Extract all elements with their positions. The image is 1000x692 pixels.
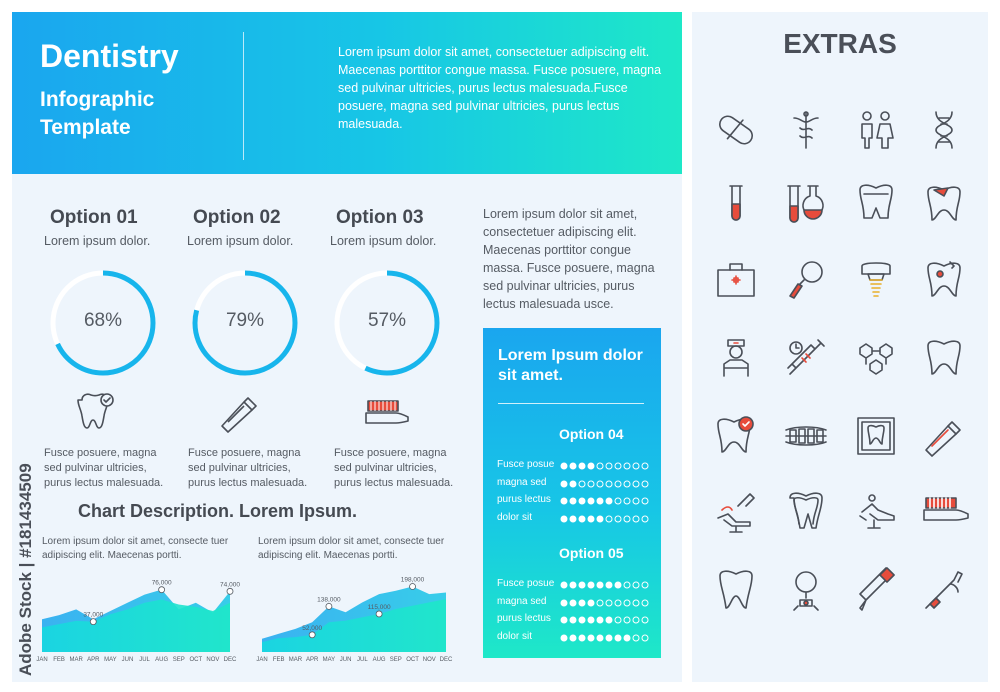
rating-label: magna sed (497, 476, 547, 488)
rating-dot-filled (570, 498, 576, 504)
rating-label: Fusce posue (497, 578, 555, 589)
rating-dot-filled (579, 635, 585, 641)
option-03-subtitle: Lorem ipsum dolor. (330, 234, 437, 248)
rating-dot-empty (633, 463, 639, 469)
rating-dot-empty (633, 600, 639, 606)
data-point-marker (227, 588, 233, 594)
rating-dot-filled (588, 600, 594, 606)
rating-dot-filled (597, 582, 603, 588)
nurse-icon (712, 334, 760, 382)
rating-dot-empty (624, 582, 630, 588)
rating-dot-empty (615, 617, 621, 623)
rating-dot-filled (561, 600, 567, 606)
rating-dot-empty (642, 635, 648, 641)
rating-dot-filled (561, 498, 567, 504)
rating-dot-empty (579, 481, 585, 487)
ratings-box-title: Lorem Ipsum dolor sit amet. (498, 347, 643, 384)
data-label: 115,000 (367, 603, 391, 611)
toothbrush-icon (920, 488, 968, 536)
rating-dot-empty (642, 582, 648, 588)
dental-implant-icon (852, 256, 900, 304)
rating-dot-filled (606, 582, 612, 588)
x-tick-label: JUL (139, 657, 150, 663)
rating-dot-filled (606, 498, 612, 504)
data-label: 198,000 (400, 576, 425, 584)
data-label: 52,000 (302, 624, 323, 632)
data-label: 37,000 (83, 611, 104, 619)
x-tick-label: APR (87, 657, 100, 663)
x-tick-label: MAR (288, 657, 303, 663)
rating-dots (560, 496, 656, 506)
x-tick-label: AUG (372, 657, 386, 663)
x-tick-label: SEP (389, 657, 402, 663)
rating-dot-filled (561, 463, 567, 469)
rating-label: purus lectus (497, 494, 551, 505)
data-label: 138,000 (317, 596, 341, 604)
rating-dot-empty (642, 516, 648, 522)
x-tick-label: MAY (322, 657, 336, 663)
rating-dots (560, 615, 656, 625)
option-02-title: Option 02 (193, 207, 281, 228)
rating-dot-empty (633, 635, 639, 641)
rating-dot-filled (588, 617, 594, 623)
page-subtitle: Infographic Template (40, 88, 155, 139)
rating-dot-empty (642, 463, 648, 469)
x-tick-label: MAR (69, 657, 83, 663)
tooth-icon (920, 334, 968, 382)
x-tick-label: JAN (256, 657, 268, 663)
option-03-text: Fusce posuere, magna sed pulvinar ultricies, purus lectus malesuada. (334, 447, 454, 489)
option-04-title: Option 04 (559, 426, 624, 442)
rating-dot-empty (606, 516, 612, 522)
rating-dot-filled (597, 516, 603, 522)
man-woman-icon (852, 106, 900, 154)
option-01-percent: 68% (83, 310, 123, 331)
rating-dot-empty (615, 463, 621, 469)
ratings-box-divider (498, 403, 644, 404)
rating-dot-filled (570, 481, 576, 487)
rating-dots (560, 461, 656, 471)
rating-dots (560, 598, 656, 608)
chart-2-description: Lorem ipsum dolor sit amet, consecte tuer adipiscing elit. Maecenas portti. (258, 536, 445, 561)
option-02-percent: 79% (225, 310, 265, 331)
option-03-percent: 57% (367, 310, 407, 331)
rating-dot-filled (588, 516, 594, 522)
rating-label: dolor sit (497, 511, 533, 523)
page-title: Dentistry (40, 38, 179, 74)
dental-xray-icon (852, 412, 900, 460)
x-tick-label: DEC (439, 657, 453, 663)
rating-dot-filled (561, 617, 567, 623)
option-02-subtitle: Lorem ipsum dolor. (187, 234, 294, 248)
rating-dot-empty (597, 481, 603, 487)
rating-label: dolor sit (497, 630, 533, 642)
x-tick-label: AUG (155, 657, 169, 663)
data-point-marker (376, 611, 382, 617)
molecule-icon (852, 334, 900, 382)
rating-dot-empty (642, 617, 648, 623)
data-point-marker (326, 603, 332, 609)
rating-dot-empty (642, 481, 648, 487)
header-description: Lorem ipsum dolor sit amet, consectetuer adipiscing elit. Maecenas porttitor congue massa. Fusce posuere, magna sed pulvinar ultricies, purus lectus malesuada.Fusce posuere, magna sed pulvinar ultricies, purus lectus malesuada. (338, 45, 662, 131)
pill-icon (712, 106, 760, 154)
chart-section-title: Chart Description. Lorem Ipsum. (78, 501, 358, 521)
dental-chair-light-icon (712, 488, 760, 536)
rating-dot-empty (633, 498, 639, 504)
x-tick-label: NOV (206, 657, 220, 663)
rating-dot-filled (606, 617, 612, 623)
x-tick-label: FEB (272, 657, 285, 663)
first-aid-kit-icon (712, 256, 760, 304)
rating-dot-filled (570, 600, 576, 606)
rating-dot-empty (606, 600, 612, 606)
rating-dot-empty (615, 516, 621, 522)
rating-dot-empty (624, 481, 630, 487)
rating-dot-empty (624, 516, 630, 522)
rating-dot-empty (633, 516, 639, 522)
x-tick-label: APR (306, 657, 319, 663)
rating-dot-filled (606, 635, 612, 641)
rating-dot-filled (615, 635, 621, 641)
rating-dot-empty (633, 617, 639, 623)
rating-dot-filled (570, 582, 576, 588)
rating-dot-filled (588, 582, 594, 588)
x-tick-label: SEP (172, 657, 185, 663)
rating-dot-filled (570, 617, 576, 623)
rating-label: magna sed (497, 595, 547, 607)
rating-dot-empty (597, 600, 603, 606)
option-01-subtitle: Lorem ipsum dolor. (44, 234, 151, 248)
chart-1-description: Lorem ipsum dolor sit amet, consecte tuer adipiscing elit. Maecenas portti. (42, 536, 229, 561)
data-label: 76,000 (151, 579, 172, 587)
area-chart-1 (36, 570, 240, 663)
option-05-title: Option 05 (559, 545, 624, 561)
x-tick-label: MAY (104, 657, 117, 663)
rating-dot-filled (561, 516, 567, 522)
rating-dots (560, 633, 656, 643)
rating-dot-filled (588, 463, 594, 469)
rating-dot-empty (633, 582, 639, 588)
data-point-marker (90, 619, 96, 625)
rating-dot-filled (570, 463, 576, 469)
extras-title: EXTRAS (783, 28, 897, 59)
rating-dot-filled (597, 617, 603, 623)
rating-dot-filled (579, 516, 585, 522)
rating-dot-filled (561, 635, 567, 641)
rating-dot-empty (642, 600, 648, 606)
rating-dot-empty (606, 463, 612, 469)
rating-dot-empty (597, 463, 603, 469)
dental-chair-icon (852, 488, 900, 536)
dental-mirror-icon (782, 256, 830, 304)
x-tick-label: FEB (53, 657, 65, 663)
area-series-2 (262, 599, 446, 652)
data-point-marker (159, 587, 165, 593)
rating-dot-empty (588, 481, 594, 487)
rating-dot-filled (588, 498, 594, 504)
x-tick-label: OCT (406, 657, 419, 663)
rating-dot-empty (606, 481, 612, 487)
option-01-text: Fusce posuere, magna sed pulvinar ultricies, purus lectus malesuada. (44, 447, 164, 489)
toothpaste-icon (920, 412, 968, 460)
rating-label: purus lectus (497, 613, 551, 624)
dental-mirror-round-icon (782, 566, 830, 614)
dental-drill-icon (852, 566, 900, 614)
molar-icon (712, 566, 760, 614)
flask-icon (782, 180, 830, 228)
header-divider (243, 32, 244, 160)
rating-dot-filled (597, 498, 603, 504)
x-tick-label: DEC (223, 657, 237, 663)
rating-dot-filled (615, 582, 621, 588)
rating-dot-filled (561, 481, 567, 487)
rating-dot-empty (624, 617, 630, 623)
rating-dot-empty (615, 600, 621, 606)
rating-dot-filled (579, 582, 585, 588)
x-tick-label: JAN (36, 657, 48, 663)
rating-dot-filled (579, 600, 585, 606)
braces-icon (782, 412, 830, 460)
right-description: Lorem ipsum dolor sit amet, consectetuer adipiscing elit. Maecenas porttitor congue massa. Fusce posuere, magna sed pulvinar ultricies, purus lectus malesuada usce. (483, 207, 655, 311)
rating-dot-empty (642, 498, 648, 504)
rating-dot-filled (579, 498, 585, 504)
x-tick-label: NOV (422, 657, 436, 663)
rating-dot-empty (615, 481, 621, 487)
rating-dots (560, 514, 656, 524)
dna-icon (920, 106, 968, 154)
toothbrush-icon (362, 398, 412, 430)
watermark: Adobe Stock | #181434509 (16, 463, 35, 676)
tooth-check-icon (76, 392, 120, 432)
option-03-title: Option 03 (336, 207, 424, 228)
tooth-crown-icon (852, 180, 900, 228)
rating-dot-filled (624, 635, 630, 641)
rating-dot-filled (570, 516, 576, 522)
data-point-marker (309, 632, 315, 638)
tooth-cavity-icon (920, 256, 968, 304)
rating-dot-empty (624, 498, 630, 504)
data-point-marker (410, 584, 416, 590)
x-tick-label: OCT (189, 657, 203, 663)
caduceus-icon (782, 106, 830, 154)
rating-dot-filled (579, 617, 585, 623)
tooth-root-icon (782, 488, 830, 536)
data-label: 74,000 (220, 581, 240, 589)
tooth-check-icon (712, 412, 760, 460)
option-01-title: Option 01 (50, 207, 138, 228)
dental-scaler-icon (920, 566, 968, 614)
rating-dots (560, 479, 656, 489)
rating-dot-empty (633, 481, 639, 487)
rating-label: Fusce posue (497, 459, 555, 470)
toothpaste-icon (216, 392, 264, 432)
rating-dot-filled (579, 463, 585, 469)
rating-dot-filled (561, 582, 567, 588)
tooth-decay-icon (920, 180, 968, 228)
syringe-icon (782, 334, 830, 382)
area-chart-2 (256, 566, 453, 663)
rating-dot-empty (615, 498, 621, 504)
test-tube-icon (712, 180, 760, 228)
rating-dots (560, 580, 656, 590)
rating-dot-filled (597, 635, 603, 641)
x-tick-label: JUL (357, 657, 368, 663)
rating-dot-filled (588, 635, 594, 641)
x-tick-label: JUN (121, 657, 134, 663)
rating-dot-empty (624, 600, 630, 606)
rating-dot-filled (570, 635, 576, 641)
option-02-text: Fusce posuere, magna sed pulvinar ultricies, purus lectus malesuada. (188, 447, 308, 489)
x-tick-label: JUN (339, 657, 352, 663)
rating-dot-empty (624, 463, 630, 469)
